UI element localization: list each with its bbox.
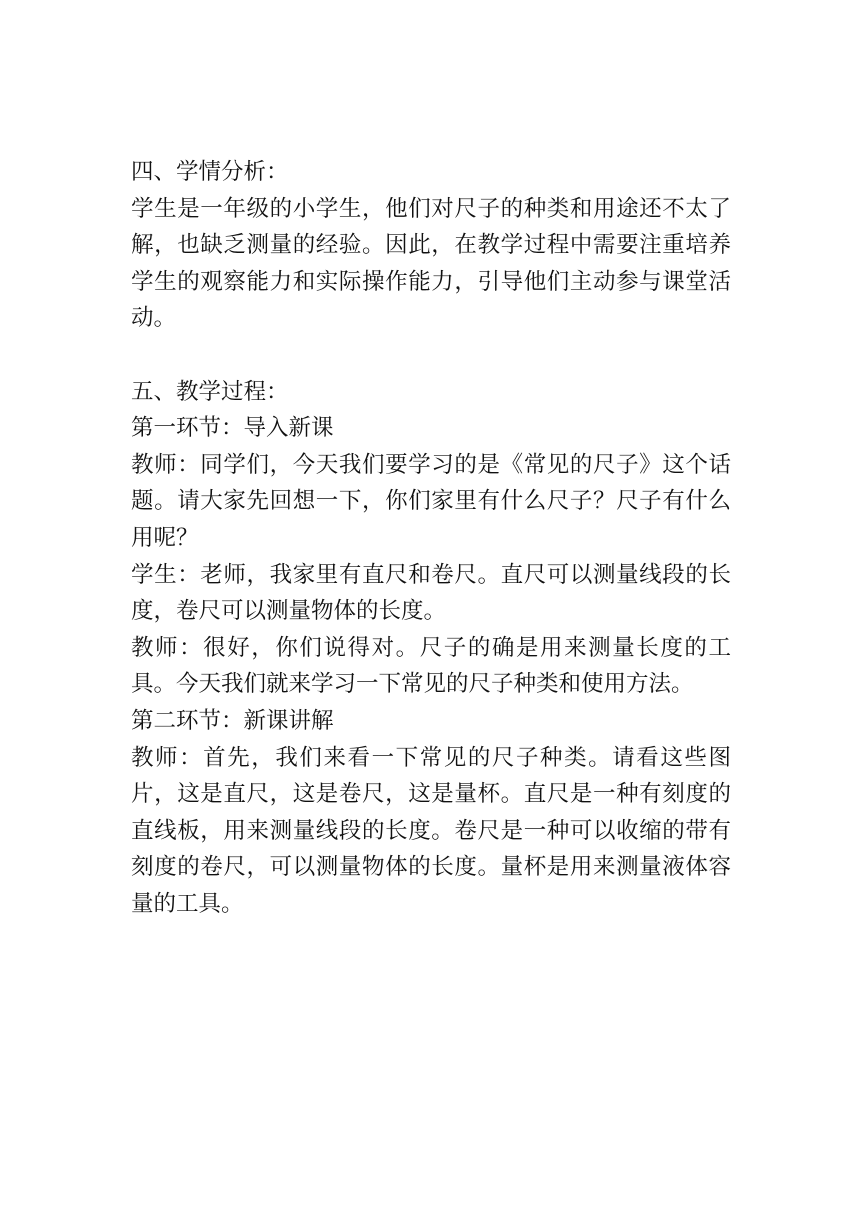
step-two-title: 第二环节：新课讲解 bbox=[131, 707, 334, 734]
student-line: 学生：老师，我家里有直尺和卷尺。直尺可以测量线段的长度，卷尺可以测量物体的长度。 bbox=[131, 561, 731, 625]
document-body bbox=[131, 154, 731, 922]
teacher-line-response: 教师：很好，你们说得对。尺子的确是用来测量长度的工具。今天我们就来学习一下常见的尺子种类和使用方法。 bbox=[131, 634, 731, 698]
section-heading-teaching-process: 五、教学过程： bbox=[131, 378, 289, 405]
section-heading-learner-analysis: 四、学情分析： bbox=[131, 159, 289, 185]
teacher-line-intro: 教师：同学们，今天我们要学习的是《常见的尺子》这个话题。请大家先回想一下，你们家里有什么尺子？尺子有什么用呢？ bbox=[131, 451, 731, 551]
section-spacer bbox=[131, 337, 731, 374]
step-one-title: 第一环节：导入新课 bbox=[131, 415, 334, 442]
teacher-line-explanation: 教师：首先，我们来看一下常见的尺子种类。请看这些图片，这是直尺，这是卷尺，这是量杯。直尺是一种有刻度的直线板，用来测量线段的长度。卷尺是一种可以收缩的带有刻度的卷尺，可以测量物体的长度。量杯是用来测量液体容量的工具。 bbox=[131, 744, 731, 917]
learner-analysis-paragraph: 学生是一年级的小学生，他们对尺子的种类和用途还不太了解，也缺乏测量的经验。因此，在教学过程中需要注重培养学生的观察能力和实际操作能力，引导他们主动参与课堂活动。 bbox=[131, 195, 731, 332]
